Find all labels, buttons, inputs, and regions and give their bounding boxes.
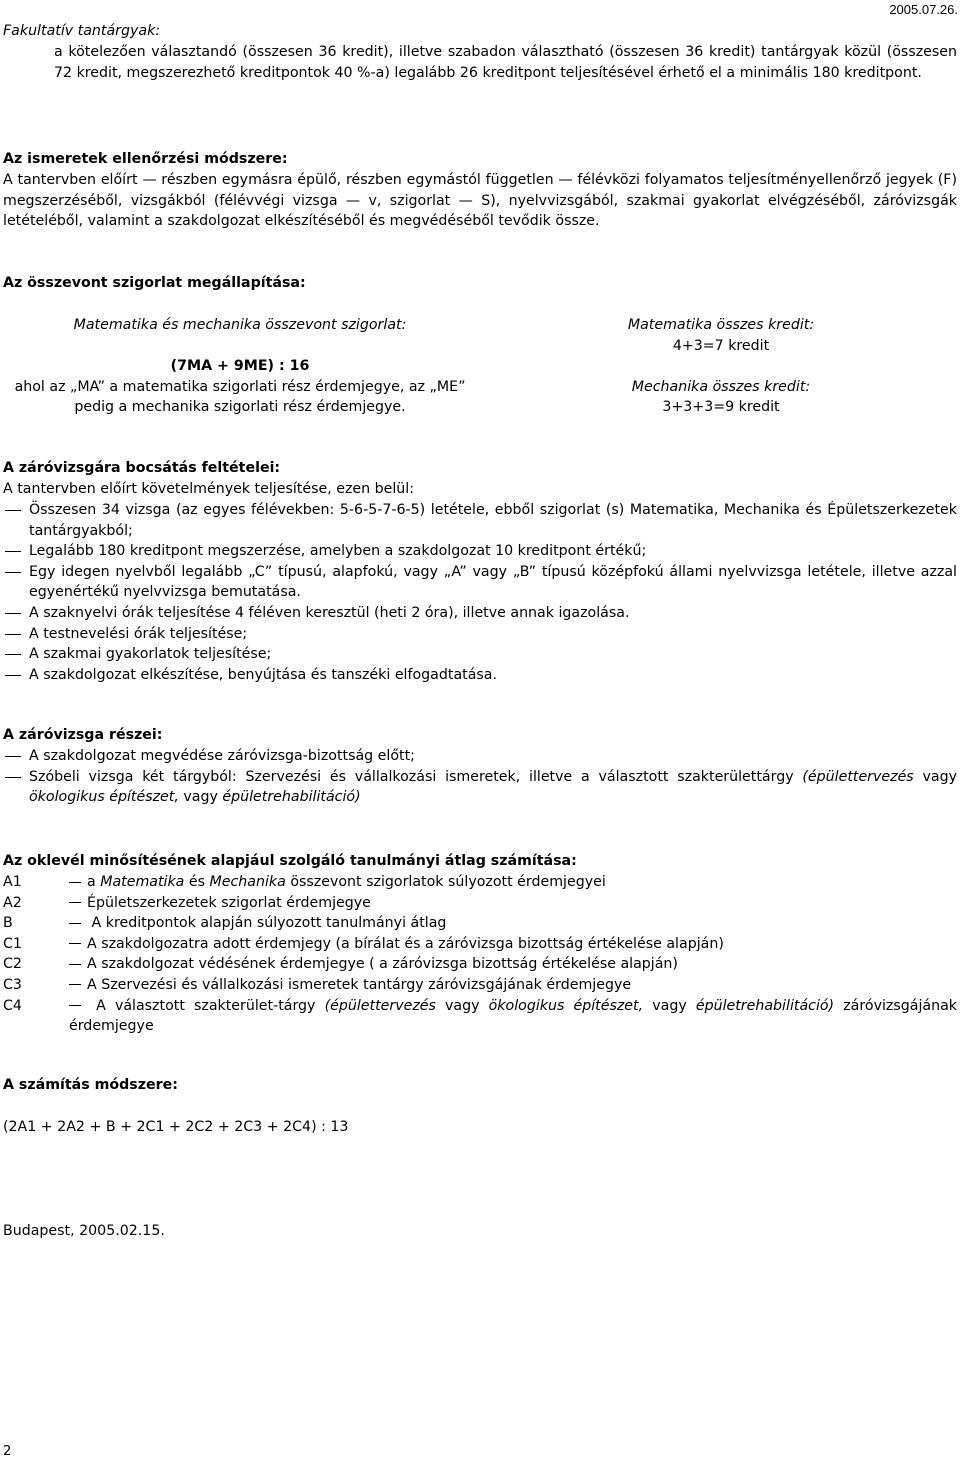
fakultativ-title: Fakultatív tantárgyak: [3, 23, 161, 39]
zarovizsga-item2-option-1: (épülettervezés [802, 768, 914, 785]
bocsatas-title: A záróvizsgára bocsátás feltételei: [3, 460, 281, 476]
bocsatas-list [3, 500, 957, 685]
zarovizsga-title: A záróvizsga részei: [3, 727, 163, 743]
dash-mark [69, 882, 81, 883]
list-item: A szakmai gyakorlatok teljesítése; [3, 644, 957, 665]
atlag-desc [69, 872, 957, 893]
atlag-code: C4 [3, 997, 22, 1014]
atlag-desc [69, 996, 957, 1037]
list-item: A szakdolgozat megvédése záróvizsga-bizottság előtt; [3, 746, 957, 767]
page-number: 2 [3, 1444, 12, 1459]
list-item: Összesen 34 vizsga (az egyes félévekben: 5-6-5-7-6-5) letétele, ebből szigorlat (s) Matematika, Mechanika és Épületszerkezetek tantárgyakból; [3, 500, 957, 541]
place-date: Budapest, 2005.02.15. [3, 1223, 165, 1239]
dash-mark [69, 984, 81, 985]
dash-mark [69, 943, 81, 944]
atlag-code: C2 [3, 956, 22, 973]
dash-mark [69, 923, 81, 924]
szigorlat-explanation-2: pedig a mechanika szigorlati rész érdemjegye. [74, 399, 406, 415]
bocsatas-intro: A tantervben előírt követelmények teljesítése, ezen belül: [3, 481, 415, 497]
math-credit-title: Matematika összes kredit: [627, 317, 815, 333]
atlag-row-c3 [3, 975, 957, 996]
zarovizsga-item2-option-2: ökologikus építészet, [29, 789, 179, 806]
mech-credit-title: Mechanika összes kredit: [631, 379, 811, 395]
mech-credit-value: 3+3+3=9 kredit [662, 399, 780, 415]
atlag-desc-text: A Szervezési és vállalkozási ismeretek tantárgy záróvizsgájának érdemjegye [87, 976, 632, 993]
atlag-desc-italic: Mechanika [209, 874, 286, 890]
atlag-row-c1 [3, 934, 957, 955]
zarovizsga-list [3, 746, 957, 808]
atlag-desc-text: A kreditpontok alapján súlyozott tanulmányi átlag [87, 915, 447, 932]
header-date: 2005.07.26. [889, 2, 958, 17]
dash-mark [69, 964, 81, 965]
atlag-desc-text: és [184, 874, 210, 890]
list-item [3, 767, 957, 808]
atlag-row-a1 [3, 872, 957, 893]
atlag-desc-italic: ökologikus építészet, [488, 997, 644, 1014]
atlag-desc-italic: (épülettervezés [324, 997, 436, 1014]
szamitas-formula: (2A1 + 2A2 + B + 2C1 + 2C2 + 2C3 + 2C4) : 13 [3, 1119, 349, 1135]
atlag-code: A2 [3, 894, 22, 911]
atlag-row-a2 [3, 893, 957, 914]
atlag-desc [69, 954, 957, 975]
atlag-desc-text: A választott szakterület-tárgy [87, 997, 325, 1014]
atlag-table [3, 872, 957, 1037]
list-item: A szakdolgozat elkészítése, benyújtása és tanszéki elfogadtatása. [3, 665, 957, 686]
math-credit-value: 4+3=7 kredit [672, 338, 770, 354]
atlag-row-c2 [3, 954, 957, 975]
atlag-code: C3 [3, 976, 22, 993]
zarovizsga-item2-text: Szóbeli vizsga két tárgyból: Szervezési és vállalkozási ismeretek, illetve a választott szakterülettárgy [29, 768, 803, 785]
atlag-desc-text: vagy [435, 997, 489, 1014]
atlag-desc-italic: épületrehabilitáció) [695, 997, 835, 1014]
atlag-desc [69, 913, 957, 934]
atlag-code: C1 [3, 935, 22, 952]
atlag-desc-text: összevont szigorlatok súlyozott érdemjegyei [285, 874, 606, 890]
atlag-desc [69, 893, 957, 914]
list-item: A szaknyelvi órák teljesítése 4 féléven keresztül (heti 2 óra), illetve annak igazolása. [3, 603, 957, 624]
szigorlat-explanation-1: ahol az „MA” a matematika szigorlati rész érdemjegye, az „ME” [14, 379, 466, 395]
atlag-desc-italic: Matematika [100, 874, 185, 890]
szamitas-title: A számítás módszere: [3, 1077, 178, 1093]
list-item: Egy idegen nyelvből legalább „C” típusú, alapfokú, vagy „A” vagy „B” típusú középfokú állami nyelvvizsga letétele, illetve azzal egyenértékű nyelvvizsga bemutatása. [3, 562, 957, 603]
szigorlat-formula: (7MA + 9ME) : 16 [170, 358, 310, 374]
atlag-row-b [3, 913, 957, 934]
atlag-desc-text: záróvizsgájának érdemjegye [69, 997, 957, 1035]
zarovizsga-item2-option-3: épületrehabilitáció) [222, 789, 361, 806]
atlag-desc-text: A szakdolgozat védésének érdemjegye ( a záróvizsga bizottság értékelése alapján) [87, 956, 678, 973]
ellenorzes-title: Az ismeretek ellenőrzési módszere: [3, 151, 288, 167]
atlag-desc-text: vagy [643, 997, 696, 1014]
list-item: A testnevelési órák teljesítése; [3, 624, 957, 645]
zarovizsga-item2-or-1: vagy [913, 768, 957, 785]
atlag-row-c4 [3, 996, 957, 1037]
atlag-title: Az oklevél minősítésének alapjául szolgáló tanulmányi átlag számítása: [3, 853, 577, 869]
atlag-desc [69, 934, 957, 955]
dash-mark [69, 902, 81, 903]
dash-mark [69, 1005, 81, 1006]
atlag-desc-text: A szakdolgozatra adott érdemjegy (a bírálat és a záróvizsga bizottság értékelése alapján) [87, 935, 724, 952]
atlag-desc-text: a [87, 874, 101, 890]
fakultativ-text: a kötelezően választandó (összesen 36 kredit), illetve szabadon választható (összesen 36 kredit) tantárgyak közül (összesen 72 kredit, megszerezhető kreditpontok 40 %-a) legalább 26 kreditpont teljesítésével érhető el a minimális 180 kreditpont. [54, 44, 957, 81]
szigorlat-title: Az összevont szigorlat megállapítása: [3, 275, 306, 291]
ellenorzes-text: A tantervben előírt — részben egymásra épülő, részben egymástól független — félévközi folyamatos teljesítményellenőrző jegyek (F) megszerzéséből, vizsgákból (félévvégi vizsga — v, szigorlat — S), nyelvvizsgából, szakmai gyakorlat elvégzéséből, záróvizsgák letételéből, valamint a szakdolgozat elkészítéséből és megvédéséből tevődik össze. [3, 172, 957, 230]
list-item: Legalább 180 kreditpont megszerzése, amelyben a szakdolgozat 10 kreditpont értékű; [3, 541, 957, 562]
atlag-code: A1 [3, 874, 22, 890]
szigorlat-left-title: Matematika és mechanika összevont szigorlat: [73, 317, 407, 333]
zarovizsga-item2-or-2: vagy [178, 789, 223, 806]
atlag-desc [69, 975, 957, 996]
atlag-desc-text: Épületszerkezetek szigorlat érdemjegye [87, 894, 371, 911]
atlag-code: B [3, 915, 13, 932]
